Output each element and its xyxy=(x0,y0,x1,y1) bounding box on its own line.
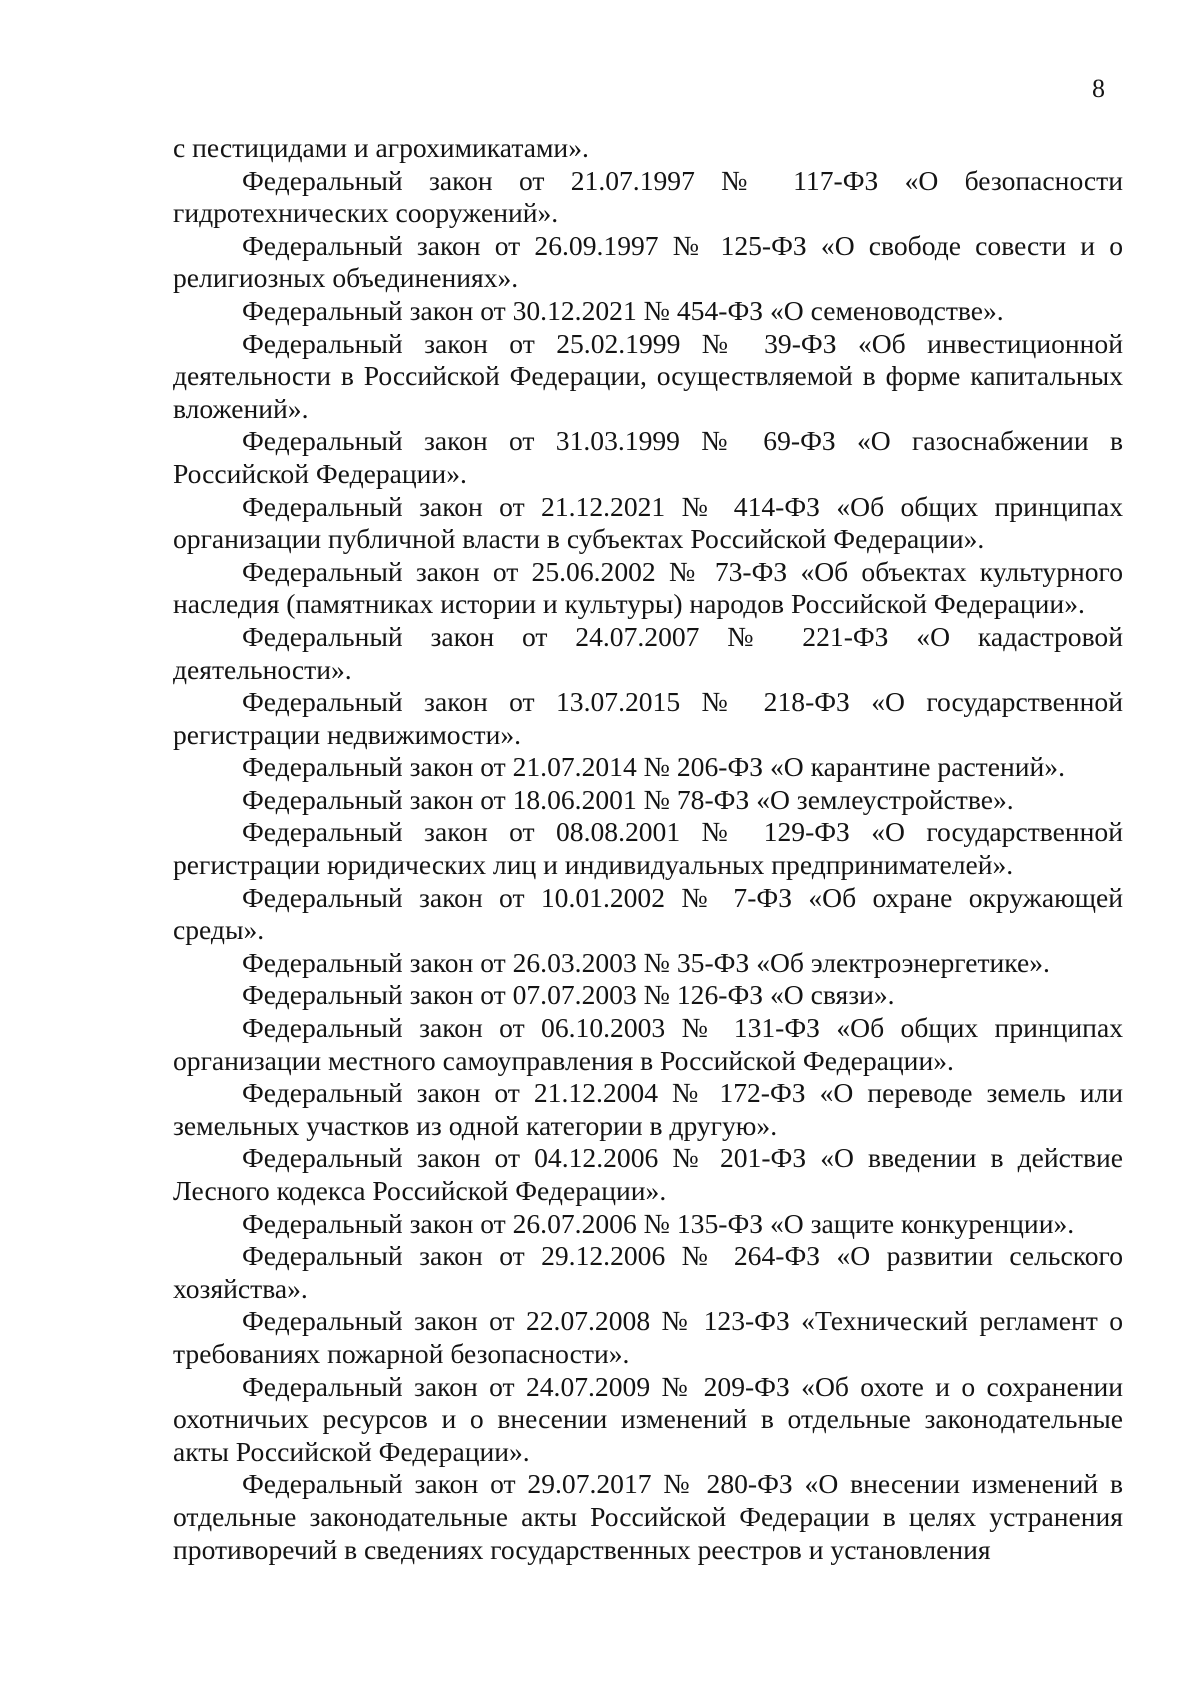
law-paragraph: Федеральный закон от 25.06.2002 № 73-ФЗ «Об объектах культурного наследия (памятниках истории и культуры) народов Российской Федерации». xyxy=(173,555,1123,620)
law-paragraph: Федеральный закон от 26.09.1997 № 125-ФЗ «О свободе совести и о религиозных объединениях». xyxy=(173,229,1123,294)
law-paragraph: Федеральный закон от 21.12.2004 № 172-ФЗ «О переводе земель или земельных участков из одной категории в другую». xyxy=(173,1077,1123,1141)
law-paragraph: Федеральный закон от 26.07.2006 № 135-ФЗ «О защите конкуренции». xyxy=(242,1207,1075,1239)
law-paragraph: Федеральный закон от 30.12.2021 № 454-ФЗ «О семеноводстве». xyxy=(242,294,1004,326)
paragraph-continuation: с пестицидами и агрохимикатами». xyxy=(173,132,589,163)
law-paragraph: Федеральный закон от 22.07.2008 № 123-ФЗ «Технический регламент о требованиях пожарной безопасности». xyxy=(173,1305,1123,1369)
page-number: 8 xyxy=(1092,74,1105,103)
law-paragraph: Федеральный закон от 29.12.2006 № 264-ФЗ «О развитии сельского хозяйства». xyxy=(173,1240,1123,1304)
law-paragraph: Федеральный закон от 10.01.2002 № 7-ФЗ «Об охране окружающей среды». xyxy=(173,881,1123,946)
law-paragraph: Федеральный закон от 29.07.2017 № 280-ФЗ «О внесении изменений в отдельные законодательные акты Российской Федерации в целях устранения противоречий в сведениях государственных реестров и установления xyxy=(173,1468,1123,1565)
law-paragraph: Федеральный закон от 26.03.2003 № 35-ФЗ «Об электроэнергетике». xyxy=(242,946,1050,978)
law-paragraph: Федеральный закон от 07.07.2003 № 126-ФЗ «О связи». xyxy=(242,979,895,1011)
law-paragraph: Федеральный закон от 25.02.1999 № 39-ФЗ «Об инвестиционной деятельности в Российской Федерации, осуществляемой в форме капитальных вложений». xyxy=(173,327,1123,424)
law-paragraph: Федеральный закон от 21.07.1997 № 117-ФЗ «О безопасности гидротехнических сооружений». xyxy=(173,164,1123,229)
law-paragraph: Федеральный закон от 21.12.2021 № 414-ФЗ «Об общих принципах организации публичной власти в субъектах Российской Федерации». xyxy=(173,490,1123,555)
law-paragraph: Федеральный закон от 04.12.2006 № 201-ФЗ «О введении в действие Лесного кодекса Российской Федерации». xyxy=(173,1142,1123,1206)
law-paragraph: Федеральный закон от 24.07.2009 № 209-ФЗ «Об охоте и о сохранении охотничьих ресурсов и о внесении изменений в отдельные законодательные акты Российской Федерации». xyxy=(173,1370,1123,1467)
law-paragraph: Федеральный закон от 18.06.2001 № 78-ФЗ «О землеустройстве». xyxy=(242,783,1014,815)
law-paragraph: Федеральный закон от 24.07.2007 № 221-ФЗ «О кадастровой деятельности». xyxy=(173,620,1123,685)
law-paragraph: Федеральный закон от 08.08.2001 № 129-ФЗ «О государственной регистрации юридических лиц и индивидуальных предпринимателей». xyxy=(173,816,1123,881)
law-paragraph: Федеральный закон от 21.07.2014 № 206-ФЗ «О карантине растений». xyxy=(242,751,1065,783)
law-list xyxy=(173,132,1123,1566)
law-paragraph: Федеральный закон от 31.03.1999 № 69-ФЗ «О газоснабжении в Российской Федерации». xyxy=(173,425,1123,489)
law-paragraph: Федеральный закон от 13.07.2015 № 218-ФЗ «О государственной регистрации недвижимости». xyxy=(173,686,1123,750)
law-paragraph: Федеральный закон от 06.10.2003 № 131-ФЗ «Об общих принципах организации местного самоуправления в Российской Федерации». xyxy=(173,1012,1123,1076)
